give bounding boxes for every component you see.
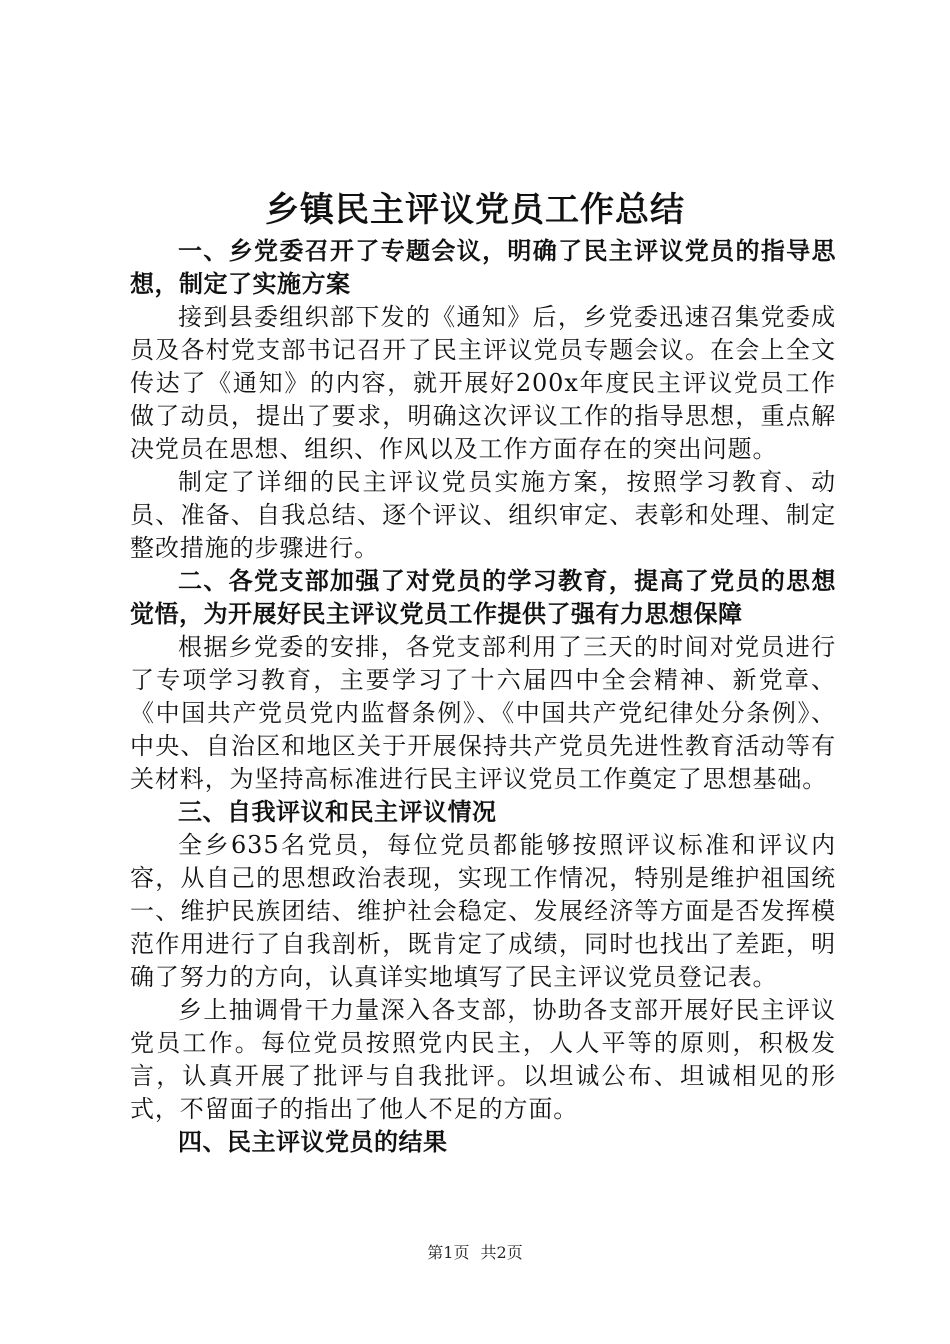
section-heading: 一、乡党委召开了专题会议，明确了民主评议党员的指导思想，制定了实施方案	[130, 237, 836, 298]
page-number: 第1页	[427, 1243, 470, 1262]
page-total: 共2页	[480, 1243, 523, 1262]
section-heading: 三、自我评议和民主评议情况	[178, 798, 497, 826]
body-paragraph: 根据乡党委的安排，各党支部利用了三天的时间对党员进行了专项学习教育，主要学习了十六届四中全会精神、新党章、《中国共产党员党内监督条例》、《中国共产党纪律处分条例》、中央、自治区和地区关于开展保持共产党员先进性教育活动等有关材料，为坚持高标准进行民主评议党员工作奠定了思想基础。	[130, 633, 836, 793]
body-paragraph: 接到县委组织部下发的《通知》后，乡党委迅速召集党委成员及各村党支部书记召开了民主评议党员专题会议。在会上全文传达了《通知》的内容，就开展好200x年度民主评议党员工作做了动员，提出了要求，明确这次评议工作的指导思想，重点解决党员在思想、组织、作风以及工作方面存在的突出问题。	[130, 303, 836, 463]
document-title: 乡镇民主评议党员工作总结	[265, 190, 685, 230]
page-footer	[0, 1242, 950, 1264]
body-paragraph: 乡上抽调骨干力量深入各支部，协助各支部开展好民主评议党员工作。每位党员按照党内民主，人人平等的原则，积极发言，认真开展了批评与自我批评。以坦诚公布、坦诚相见的形式，不留面子的指出了他人不足的方面。	[130, 996, 836, 1123]
body-paragraph: 全乡635名党员，每位党员都能够按照评议标准和评议内容，从自己的思想政治表现，实现工作情况，特别是维护祖国统一、维护民族团结、维护社会稳定、发展经济等方面是否发挥模范作用进行了自我剖析，既肯定了成绩，同时也找出了差距，明确了努力的方向，认真详实地填写了民主评议党员登记表。	[130, 831, 836, 991]
document-body	[130, 235, 836, 1159]
section-heading: 二、各党支部加强了对党员的学习教育，提高了党员的思想觉悟，为开展好民主评议党员工作提供了强有力思想保障	[130, 567, 836, 628]
body-paragraph: 制定了详细的民主评议党员实施方案，按照学习教育、动员、准备、自我总结、逐个评议、组织审定、表彰和处理、制定整改措施的步骤进行。	[130, 468, 836, 562]
section-heading: 四、民主评议党员的结果	[178, 1128, 448, 1156]
